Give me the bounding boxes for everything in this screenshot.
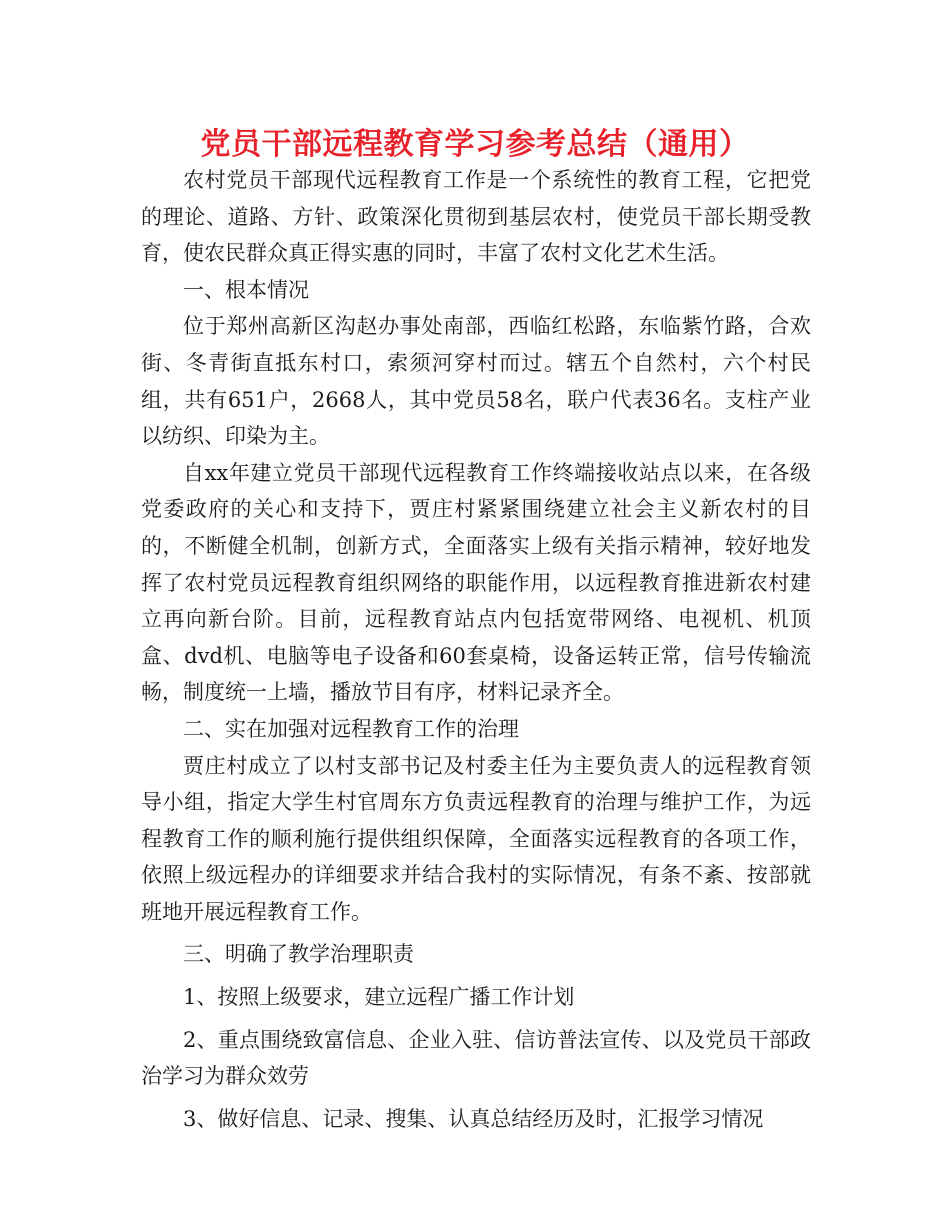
document-title: 党员干部远程教育学习参考总结（通用）	[200, 127, 750, 162]
paragraph-intro: 农村党员干部现代远程教育工作是一个系统性的教育工程，它把党的理论、道路、方针、政策深化贯彻到基层农村，使党员干部长期受教育，使农民群众真正得实惠的同时，丰富了农村文化艺术生活。	[141, 168, 811, 266]
heading-responsibilities: 三、明确了教学治理职责	[183, 942, 414, 967]
document-body	[141, 162, 811, 1137]
list-item-1: 1、按照上级要求，建立远程广播工作计划	[183, 985, 575, 1010]
paragraph-location: 位于郑州高新区沟赵办事处南部，西临红松路，东临紫竹路，合欢街、冬青街直抵东村口，索须河穿村而过。辖五个自然村，六个村民组，共有651户，2668人，其中党员58名，联户代表36名。支柱产业以纺织、印染为主。	[141, 314, 811, 449]
list-item-2: 2、重点围绕致富信息、企业入驻、信访普法宣传、以及党员干部政治学习为群众效劳	[141, 1027, 811, 1089]
list-item-3: 3、做好信息、记录、搜集、认真总结经历及时，汇报学习情况	[183, 1106, 764, 1131]
heading-management: 二、实在加强对远程教育工作的治理	[183, 716, 519, 741]
heading-basic-situation: 一、根本情况	[183, 277, 309, 302]
paragraph-station-history: 自xx年建立党员干部现代远程教育工作终端接收站点以来，在各级党委政府的关心和支持下，贾庄村紧紧围绕建立社会主义新农村的目的，不断健全机制，创新方式，全面落实上级有关指示精神，较好地发挥了农村党员远程教育组织网络的职能作用，以远程教育推进新农村建立再向新台阶。目前，远程教育站点内包括宽带网络、电视机、机顶盒、dvd机、电脑等电子设备和60套桌椅，设备运转正常，信号传输流畅，制度统一上墙，播放节目有序，材料记录齐全。	[141, 460, 811, 705]
paragraph-leadership-group: 贾庄村成立了以村支部书记及村委主任为主要负责人的远程教育领导小组，指定大学生村官周东方负责远程教育的治理与维护工作，为远程教育工作的顺利施行提供组织保障，全面落实远程教育的各项工作，依照上级远程办的详细要求并结合我村的实际情况，有条不紊、按部就班地开展远程教育工作。	[141, 753, 811, 924]
